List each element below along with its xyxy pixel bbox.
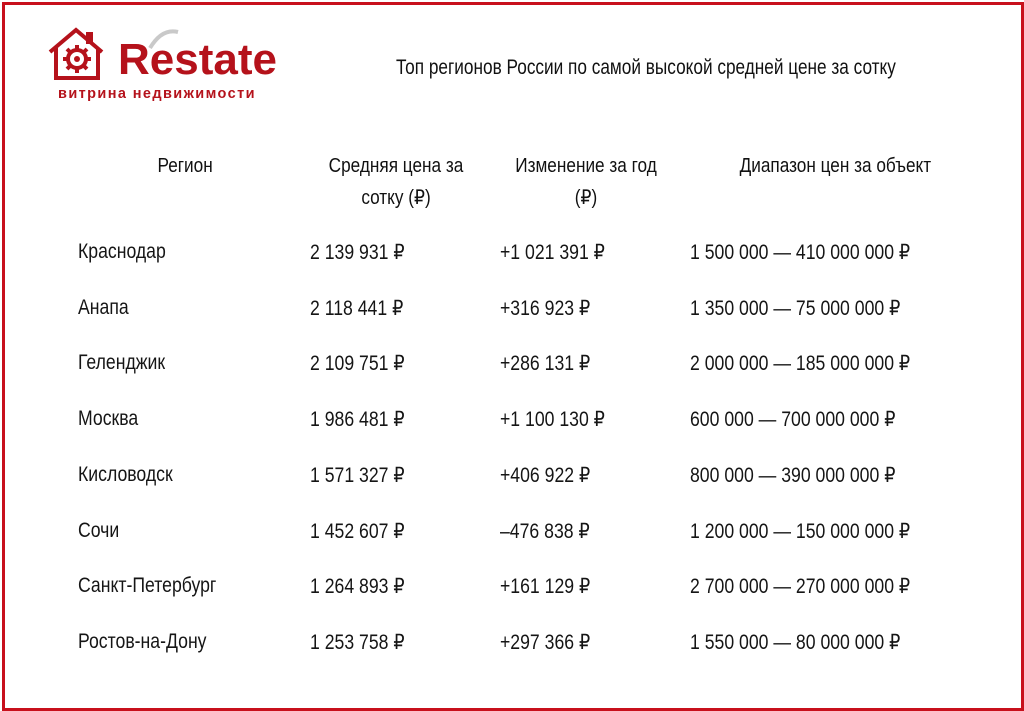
cell-avg-price: 1 452 607 ₽ (310, 519, 405, 543)
brand-name: Restate (118, 35, 277, 84)
cell-region: Кисловодск (78, 462, 173, 486)
cell-avg-price: 1 986 481 ₽ (310, 408, 405, 432)
cell-region: Сочи (78, 518, 120, 542)
cell-avg-price: 1 253 758 ₽ (310, 630, 405, 654)
cell-avg-price: 2 109 751 ₽ (310, 352, 405, 376)
cell-year-change: +316 923 ₽ (500, 296, 591, 320)
cell-price-range: 1 500 000 — 410 000 000 ₽ (690, 241, 911, 264)
column-header-avg-price: Средняя цена за сотку (₽) (328, 155, 464, 209)
cell-avg-price: 2 118 441 ₽ (310, 296, 404, 320)
cell-region: Москва (78, 407, 139, 431)
cell-region: Ростов-на-Дону (78, 629, 207, 653)
cell-price-range: 2 000 000 — 185 000 000 ₽ (690, 352, 911, 376)
cell-year-change: –476 838 ₽ (500, 519, 590, 543)
cell-avg-price: 2 139 931 ₽ (310, 241, 405, 264)
cell-year-change: +406 922 ₽ (500, 463, 591, 487)
cell-year-change: +297 366 ₽ (500, 630, 591, 654)
cell-price-range: 1 550 000 — 80 000 000 ₽ (690, 630, 901, 654)
cell-year-change: +1 021 391 ₽ (500, 241, 605, 264)
cell-year-change: +161 129 ₽ (500, 575, 591, 599)
cell-region: Геленджик (78, 351, 166, 375)
cell-price-range: 600 000 — 700 000 000 ₽ (690, 408, 896, 432)
cell-price-range: 1 200 000 — 150 000 000 ₽ (690, 519, 911, 543)
house-gear-icon (46, 26, 116, 82)
column-header-region: Регион (157, 155, 213, 177)
column-header-year-change: Изменение за год (₽) (515, 155, 657, 209)
brand-tagline: витрина недвижимости (58, 86, 256, 102)
cell-price-range: 800 000 — 390 000 000 ₽ (690, 463, 896, 487)
cell-year-change: +1 100 130 ₽ (500, 408, 605, 432)
cell-avg-price: 1 571 327 ₽ (310, 463, 405, 487)
cell-region: Краснодар (78, 240, 166, 263)
cell-region: Анапа (78, 295, 129, 319)
cell-avg-price: 1 264 893 ₽ (310, 575, 405, 599)
cell-year-change: +286 131 ₽ (500, 352, 591, 376)
restate-logo (46, 26, 306, 108)
cell-price-range: 1 350 000 — 75 000 000 ₽ (690, 296, 901, 320)
cell-price-range: 2 700 000 — 270 000 000 ₽ (690, 575, 911, 599)
column-header-price-range: Диапазон цен за объект (739, 155, 931, 177)
page-title: Топ регионов России по самой высокой средней цене за сотку (396, 56, 896, 79)
cell-region: Санкт-Петербург (78, 574, 217, 598)
